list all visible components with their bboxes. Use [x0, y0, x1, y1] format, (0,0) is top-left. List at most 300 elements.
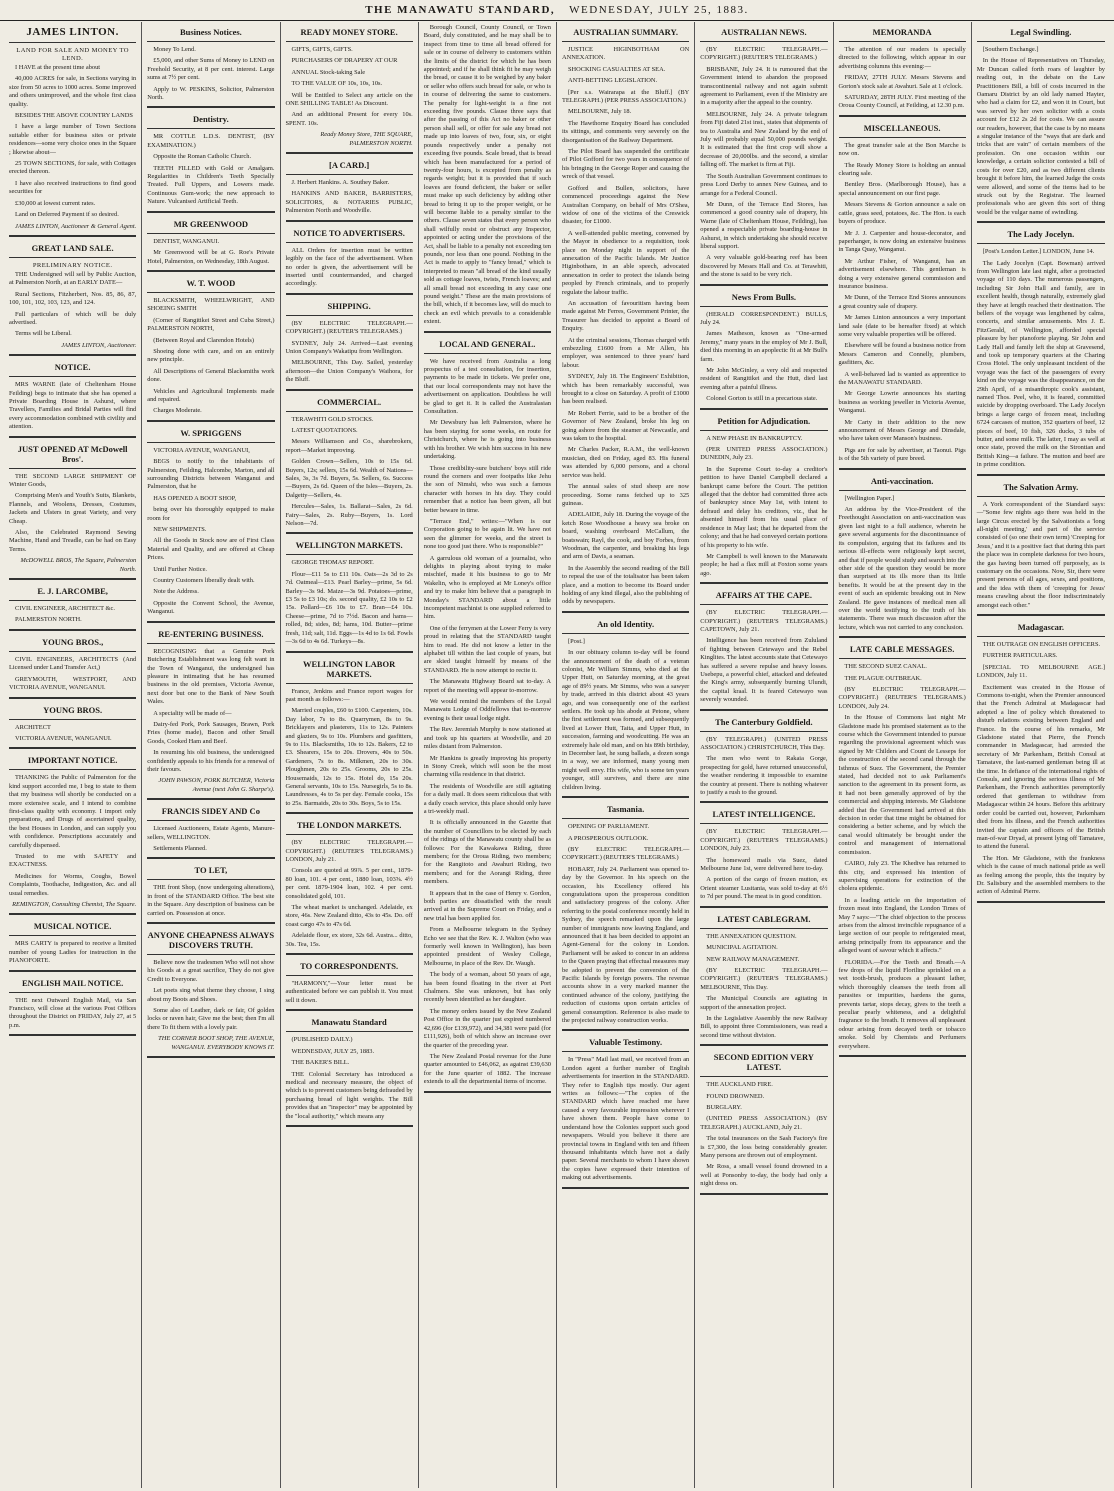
article-paragraph: THE next Outward English Mail, via San Francisco, will close at the various Post Offices throughout the District on FRIDAY, July 27, at 5 p.m.	[9, 996, 137, 1029]
article-block	[147, 428, 274, 623]
article-separator	[286, 651, 413, 653]
headline-rule	[700, 731, 827, 732]
article-paragraph: TERAWHITI GOLD STOCKS.	[291, 415, 374, 423]
article-paragraph: BEGS to notify to the inhabitants of Palmerston, Feilding, Halcombe, Marton, and all surrounding Districts between Wanganui and Palmerston, that he	[147, 458, 275, 491]
article-paragraph: Believe now the tradesmen Who will not show his Goods at a great sacrifice, They do not give Credit to Everyone.	[147, 959, 275, 983]
article-paragraph: CIVIL ENGINEERS, ARCHITECTS (And Licensed under Land Transfer Act,)	[9, 655, 137, 672]
article-paragraph: Mr Carty in their addition to the new announcement of Messrs George and Dinsdale, who have taken over Manson's business.	[838, 418, 966, 443]
headline-rule	[147, 41, 274, 42]
article-paragraph: TO THE VALUE OF 10s, 10s, 10s.	[291, 80, 383, 88]
article-paragraph: JUSTICE HIGINBOTHAM ON ANNEXATION.	[562, 46, 690, 62]
headline-rule	[286, 975, 413, 976]
column-8	[972, 22, 1110, 1488]
article-paragraph: HOBART, July 24. Parliament was opened to-day by the Governor. In his speech on the occasion, his Excellency offered his congratulations upon the prosperous condition and satisfactory progress of the colony. After referring to the postal conference recently held in Sydney, the speech remarked upon the large number of immigrants now leaving England, and announced that it has been decided to appoint an Agent-General for the colony in London. Parliament will be asked to concur in an address to the Queen praying that effectual measures may be adopted to prevent the conversion of the Pacific Islands by foreign powers. The revenue accounts show in a very marked manner the continued advance of the colony, justifying the reduction of customs upon certain articles of general consumption. Reference is also made to the projected railway construction works.	[562, 865, 690, 1025]
article-block	[286, 27, 413, 154]
article-headline: Madagascar.	[1017, 621, 1064, 632]
article-paragraph: BRISBANE, July 24. It is rumoured that the Government intend to abandon the proposed transcontinental railway and not again submit agreement to Parliament, even if the Ministry are in a majority after the appeal to the country.	[700, 65, 828, 107]
article-paragraph: Medicines for Worms, Coughs, Bowel Complaints, Toothache, Indigestion, &c. and all usual remedies.	[9, 872, 137, 897]
article-paragraph: James Matheson, known as "One-armed Jeremy," many years in the employ of Mr J. Bull, died this morning in an apoplectic fit at Mr Bull's farm.	[700, 330, 828, 363]
article-paragraph: (BY ELECTRIC TELEGRAPH.—COPYRIGHT.) (REUTER'S TELEGRAMS.) LONDON, July 21.	[285, 839, 413, 863]
article-separator	[977, 614, 1105, 616]
headline-rule	[562, 41, 689, 42]
article-paragraph: It is officially announced in the Gazette that the number of Councillors to be elected by each of the ridings of the Manawatu county shall be as follows: For the Kawakawa Riding, three members; for the Oroua Riding, two members; for the Rangitoto and Awahuri Riding, two members; and for the Aorangi Riding, three members.	[423, 819, 551, 886]
article-headline: LATE CABLE MESSAGES.	[849, 644, 955, 655]
headline-rule	[286, 683, 413, 684]
article-paragraph: In our obituary column to-day will be found the announcement of the death of a veteran colonist, Mr William Simms, who died at the Upper Hutt, on Saturday morning, at the great age of 89½ years. Mr Simms, who was a sawyer by trade, arrived in this district about 43 years ago, and was consequently one of the earliest settlers. He took up his abode at Petone, where the first settlement was formed, and subsequently lived at Lower Hutt, Taita, and Upper Hutt, in succession, farming and woodcutting. He was an extremely hale old man, and on his 89th birthday, in December last, he sung ballads, a dozen songs in a way, we are informed, many young men might well envy. His wife, who is some ten years younger, still survives, and there are nine children living.	[562, 649, 690, 791]
article-paragraph: A very valuable gold-bearing reef has been discovered by Messrs Hall and Co. at Terawhiti, and the stone is said to be very rich.	[700, 254, 828, 279]
article-block	[286, 397, 413, 535]
headline-rule	[286, 174, 413, 175]
article-paragraph: Adelaide flour, ex store, 32s 6d. Austra... ditto, 30s. Tea, 15s.	[285, 932, 413, 948]
article-paragraph: I HAVE at the present time about	[15, 64, 101, 71]
article-paragraph: Also, the Celebrated Raymond Sewing Machine, Hand and Treadle, can be had on Easy Terms.	[9, 529, 137, 553]
article-paragraph: All the Goods in Stock now are of First Class Material and Quality, and are offered at Cheap Prices.	[147, 537, 275, 562]
article-paragraph: Intelligence has been received from Zululand of fighting between Cetewayo and the Rebel Kinglites. The latest accounts state that Cetewayo has suffered a severe repulse and heavy losses. Usebepu, a powerful chief, attacked and defeated the King's army, subsequently burning Ulundi, the capital kraal. It is feared Cetewayo was severely wounded.	[700, 637, 828, 704]
headline-rule	[424, 353, 551, 354]
article-paragraph: ADELAIDE, July 18. During the voyage of the ketch Rose Woodhouse a heavy sea broke on board, washing overboard McCallum, the boatswain; Rayl, the cook, and boy Forbes, from Woodman, the carpenter, and breaking his legs and arm of Davis, a seaman.	[562, 511, 690, 561]
article-headline: ENGLISH MAIL NOTICE.	[21, 977, 124, 988]
article-paragraph: Mr Campbell is well known to the Manawatu people; he had a flax mill at Foxton some years ago.	[700, 552, 828, 577]
article-separator	[700, 709, 827, 711]
article-paragraph: Golden Crown—Sellers, 10s to 15s 6d. Buyers, 12s; sellers, 15s 6d. Wealth of Nations—Sales, 3s, 3s 7d. Buyers, 5s. Sellers, 6s. Success—Buyers, 2s 6d. Queen of the Isles—Buyers, 2s. Dalgetty—Sellers, 4s.	[285, 458, 413, 499]
article-headline: FRANCIS SIDEY AND Co	[161, 806, 260, 817]
article-paragraph: GREYMOUTH, WESTPORT, AND VICTORIA AVENUE, WANGANUI.	[9, 675, 137, 692]
article-separator	[839, 636, 966, 638]
article-paragraph: In "Press" Mail last mail, we received from an London agent a further number of English advertisements for insertion in the STANDARD. They refer to English tips mostly. Our agent writes as follows:—"The copies of the STANDARD which have reached me have caused a very favourable impression wherever I have shown them. People have come to understand how the Colonies support such good newspapers. Would you believe it there are provincial towns in England with ten and fifteen thousand inhabitants which have not a daily paper. Several merchants to whom I have shown the copies have expressed their intention of making out advertisements.	[562, 1056, 690, 1182]
article-block	[977, 622, 1105, 903]
headline-rule	[700, 41, 827, 42]
article-paragraph: "Terrace End," writes:—"When is our Corporation going to be again lit. We have not seen the glimmer for weeks, and the street is none too good just there. Who is responsible?"	[423, 517, 551, 551]
article-headline: Legal Swindling.	[1010, 27, 1072, 37]
headline-rule	[286, 315, 413, 316]
article-paragraph: The South Australian Government continues to press Lord Derby to annex New Guinea, and to arrange for a Federal Council.	[700, 172, 828, 197]
article-paragraph: The annual sales of stud sheep are now proceeding. Some rams fetched up to 325 guineas.	[562, 483, 690, 507]
article-separator	[839, 1055, 966, 1057]
headline-rule	[286, 1031, 413, 1032]
article-separator	[562, 1187, 689, 1189]
headline-rule	[562, 633, 689, 634]
headline-rule	[700, 1076, 827, 1077]
article-block	[9, 978, 136, 1037]
article-paragraph: The homeward mails via Suez, dated Melbourne June 1st, were delivered here to-day.	[700, 856, 828, 873]
article-paragraph: THANKING the Public of Palmerston for the kind support accorded me, I beg to state to them that my business will shortly be conducted on a more extensive scale, and I intend to combine first-class quality with economy. I import only preparations, and Drugs of ascertained quality, the best Houses in London, and can supply you with confidence. Prescriptions accurately and carefully dispensed.	[9, 774, 137, 849]
article-paragraph: Consols are quoted at 99⅞. 5 per cent., 1879-80 loan, 101. 4 per cent., 1880 loan, 103⅝. 4½ per cent. 1879-1904 loan, 102. 4 per cent. consolidated gold, 101.	[285, 867, 413, 900]
headline-rule	[9, 651, 136, 652]
article-paragraph: £5,000, and other Sums of Money to LEND on Freehold Security, at 8 per cent. interest. Large sums at 7½ per cent.	[147, 57, 275, 82]
article-separator	[9, 629, 136, 631]
headline-rule	[700, 306, 827, 307]
article-paragraph: The Rev. Jeremiah Murphy is now stationed at and took up his quarters at Woodville, and 20 miles distant from Palmerston.	[423, 726, 551, 751]
article-separator	[286, 532, 413, 534]
article-block	[700, 809, 827, 907]
headline-rule	[286, 242, 413, 243]
article-headline: Petition for Adjudication.	[717, 415, 811, 426]
article-block	[9, 586, 136, 631]
article-paragraph: (BY ELECTRIC TELEGRAPH.—COPYRIGHT.) (REUTER'S TELEGRAMS.) LONDON, July 23.	[700, 828, 828, 853]
article-headline: Valuable Testimony.	[589, 1037, 663, 1048]
article-block	[700, 27, 827, 286]
article-paragraph: Mr J. J. Carpenter and house-decorator, and paperhanger, is now doing an extensive business in Tanga Quay, Wanganui.	[838, 229, 966, 254]
article-paragraph: SYDNEY, July 24. Arrived—Last evening Union Company's Wakatipu from Wellington.	[285, 339, 413, 355]
article-paragraph: Bentley Bros. (Marlborough House), has a special announcement on our first page.	[838, 181, 966, 197]
article-paragraph: Colonel Gorton is still in a precarious state.	[706, 395, 818, 403]
article-separator	[147, 211, 274, 213]
article-separator	[286, 389, 413, 391]
article-paragraph: A well-attended public meeting, convened by the Mayor in obedience to a requisition, took place on Monday night in support of the annexation of the Pacific Islands. Mr Justice Higinbotham, in an able speech, advocated annexation in order to protect the islands being peopled by French criminals, and to properly regulate the labour traffic.	[562, 229, 690, 296]
article-paragraph: THE ANNEXATION QUESTION.	[706, 932, 797, 940]
article-separator	[286, 1009, 413, 1011]
article-paragraph: 40,000 ACRES for sale, in Sections varying in size from 50 acres to 1000 acres. Some improved and others unimproved, and the whole first class quality.	[9, 75, 137, 108]
article-headline: AFFAIRS AT THE CAPE.	[715, 590, 812, 601]
article-paragraph: I have a large number of Town Sections suitable either for business sites or private residences—some very choice ones in the Square ; likewise about—	[9, 123, 137, 156]
article-block	[9, 362, 136, 437]
article-headline: E. J. LARCOMBE,	[37, 586, 108, 597]
article-block	[147, 219, 274, 272]
article-separator	[9, 747, 136, 749]
article-paragraph: MUNICIPAL AGITATION.	[706, 944, 778, 952]
article-separator	[147, 270, 274, 272]
article-paragraph: A NEW PHASE IN BANKRUPTCY.	[706, 434, 803, 442]
article-headline: W. SPRIGGENS	[180, 427, 242, 438]
headline-rule	[977, 243, 1105, 244]
article-paragraph: ARCHITECT	[15, 723, 51, 731]
article-paragraph: NEW RAILWAY MANAGEMENT.	[706, 955, 800, 963]
article-paragraph: Mr Arthur Fisher, of Wanganui, has an advertisement elsewhere. This gentleman is doing a very extensive general commission and insurance business.	[838, 257, 966, 290]
article-paragraph: [Post.]	[568, 637, 585, 645]
article-separator	[9, 436, 136, 438]
article-separator	[9, 970, 136, 972]
article-block	[562, 804, 689, 1031]
article-block	[286, 160, 413, 222]
article-paragraph: We would remind the members of the Loyal Manawatu Lodge of Oddfellows that to-morrow evening is their usual lodge night.	[423, 698, 551, 722]
article-separator	[147, 798, 274, 800]
article-separator	[147, 922, 274, 924]
article-paragraph: In the House of Representatives on Thursday, Mr Duncan called forth roars of laughter by reading out, in the debate on the Law Practitioners Bill, a bill of costs incurred in the Oamaru District by an old lady named Hayter, who had a claim for £2, and won it in Court, but was served by her own solicitor with a costs account for £12 2s 2d for costs. We can assure our readers, however, that the case is by no means a singular instance of the "ways that are dark and tricks that are vain" of certain members of the profession. On one occasion within our knowledge, a certain solicitor contested a bill of costs for over £20, and as two different clients brought it before him, the learned Judge the costs were allowed, and some of the items had to be struck out by the Registrar. The learned professionals who are given this sort of thing would be the vulgar name of swindling.	[976, 57, 1105, 216]
article-paragraph: (HERALD CORRESPONDENT.) BULLS, July 24.	[700, 310, 828, 326]
article-headline: The Lady Jocelyn.	[1007, 229, 1075, 240]
article-separator	[700, 906, 827, 908]
article-block	[700, 292, 827, 410]
article-headline: SHIPPING.	[327, 300, 371, 311]
article-paragraph: A York correspondent of the Standard says:—"Some few nights ago there was held in the large Circus erected by the Salvationists a 'long all-night meeting,' and part of the service consisted of (so one their own term) 'Creeping for Jesus,' and it is a positive fact that during this part the place was in complete darkness for two hours, the gas having been turned off purposely, as is customary on the occasions. Now, Sir, there were present persons of all ages, sexes, and positions, and the idea with them of 'creeping for Jesus' means crawling about the floor indiscriminately amongst each other."	[976, 500, 1105, 609]
article-paragraph: The Ready Money Store is holding an annual clearing sale.	[838, 161, 966, 178]
article-headline: LOCAL AND GENERAL.	[439, 338, 536, 349]
headline-rule	[286, 41, 413, 42]
article-paragraph: The men who went to Rakaia Gorge, prospecting for gold, have returned unsuccessful, the weather rendering it impossible to examine the country at present. There is nothing whatever to justify a rush to the ground.	[700, 755, 828, 797]
article-paragraph: In the Assembly the second reading of the Bill to repeal the use of the totalisator has been taken place, and a motion to become its Board under holding of any kind illegal, also the publishing of odds by newspapers.	[562, 564, 690, 606]
headline-rule	[147, 643, 274, 644]
article-paragraph: SHOCKING CASUALTIES AT SEA.	[568, 65, 666, 73]
article-paragraph: The Hon. Mr Gladstone, with the frankness which is the cause of much national pride as well as feeling among the people, this the inquiry by Dr. Salisbury and the assembled members to the action of Admiral Pierre.	[976, 854, 1105, 896]
article-paragraph: (UNITED PRESS ASSOCIATION.) (BY TELEGRAPH.) AUCKLAND, July 21.	[700, 1115, 828, 1131]
article-paragraph: MELBOURNE, This Day. Sailed, yesterday afternoon—the Union Company's Waihora, for the Bluff.	[285, 359, 413, 384]
article-paragraph: RECOGNISING that a Genuine Pork Butchering Establishment was long felt want in the Town of Wanganui, the undersigned has pleasure in intimating that he has resumed business in the old premises, Victoria Avenue, next door but one to the Bank of New South Wales.	[147, 647, 275, 706]
article-headline: YOUNG BROS.	[43, 704, 103, 715]
article-paragraph: A garrulous old woman of a journalist, who delights in playing about trying to make mischief, made it his business to go to Mr Wakelin, who is employed at Mr Loney's office and try to make him believe that a paragraph in Monday's STANDARD about a little incompetent machinist is one supplied referred to him.	[423, 554, 551, 621]
article-block	[147, 114, 274, 212]
article-subheading: LAND FOR SALE AND MONEY TO LEND.	[16, 47, 129, 62]
article-paragraph: WEDNESDAY, JULY 25, 1883.	[291, 1047, 375, 1055]
headline-rule	[286, 554, 413, 555]
headline-rule	[839, 658, 966, 659]
article-paragraph: CIVIL ENGINEER, ARCHITECT &c.	[15, 605, 115, 613]
article-paragraph: The Pilot Board has suspended the certificate of Pilot Gofford for two years in consequence of his bringing in the George Roper and causing the wreck of that vessel.	[562, 148, 690, 181]
article-paragraph: MRS CARTY is prepared to receive a limited number of young Ladies for instruction in the PIANOFORTE.	[9, 940, 137, 965]
headline-rule	[286, 834, 413, 835]
headline-rule	[9, 600, 136, 601]
article-paragraph: In the Legislative Assembly the new Railway Bill, to appoint three Commissioners, was read a second time without division.	[700, 1014, 828, 1039]
article-paragraph: "HARMONY,"—Your letter must be authenticated before we can publish it. You must sell it down.	[285, 980, 413, 1004]
headline-rule	[9, 769, 136, 770]
article-paragraph: Mr Robert Ferrie, said to be a brother of the Governor of New Zealand, broke his leg on going ashore from the steamer at Newcastle, and was taken to the hospital.	[562, 409, 690, 443]
article-paragraph: ANTI-BETTING LEGISLATION.	[568, 77, 658, 85]
article-paragraph: SYDNEY, July 18. The Engineers' Exhibition, which has been remarkably successful, was brought to a close on Saturday. A profit of £1000 has been realised.	[562, 373, 690, 406]
headline-rule	[9, 257, 136, 258]
article-paragraph: GEORGE THOMAS' REPORT.	[291, 559, 374, 567]
article-paragraph: The money orders issued by the New Zealand Post Office in the quarter just expired numbered 42,696 (for £139,972), and 34,381 were paid (for £111,926), both of which show an increase over the quarter of the preceding year.	[423, 1007, 551, 1049]
article-paragraph: Money To Lend.	[153, 46, 196, 53]
headline-rule	[9, 719, 136, 720]
article-headline: SECOND EDITION VERY LATEST.	[713, 1052, 814, 1073]
article-headline: MISCELLANEOUS.	[863, 122, 941, 133]
article-paragraph: Mr Charles Packer, R.A.M., the well-known musician, died on Friday, aged 83. His funeral was attended by 6,000 persons, and a choral service was held.	[562, 446, 690, 479]
article-paragraph: Gofford and Bullen, solicitors, have commenced proceedings against the New Australian Company, on behalf of Mrs O'Shea, widow of one of the victims of the Creswick disaster, for £1000.	[562, 184, 690, 226]
article-paragraph: All Descriptions of General Blacksmiths work done.	[147, 367, 275, 384]
article-paragraph: The total insurances on the Sash Factory's fire is £7,300, the loss being considerably greater. Many persons are thrown out of employment.	[700, 1135, 828, 1159]
headline-rule	[147, 879, 274, 880]
article-block	[147, 278, 274, 422]
article-separator	[9, 354, 136, 356]
article-headline: MEMORANDA	[872, 27, 932, 37]
article-paragraph: FOUND DROWNED.	[706, 1092, 765, 1100]
article-block	[286, 961, 413, 1011]
article-headline: MR GREENWOOD	[173, 218, 249, 229]
article-headline: LATEST INTELLIGENCE.	[712, 809, 816, 820]
article-paragraph: An address by the Vice-President of the Freethought Association on anti-vaccination was given last night to a full audience, wherein he gave several arguments for the discontinuance of its compulsion, arguing that its failures and its serious ill-effects were religiously kept secret, and that if people would study and search into the other side of the question they would be more than surprised at its ills more than its little benefits. It would be at the present day in the event of such an epidemic breaking out in New Zealand. He gave instances of medical men all over the world testifying to the truth of his statements. There was much discussion after the lecture, which was not carried to any conclusion.	[838, 506, 966, 631]
article-paragraph: THE SECOND SUEZ CANAL.	[844, 663, 927, 671]
article-headline: LATEST CABLEGRAM.	[717, 913, 811, 924]
headline-rule	[700, 430, 827, 431]
column-2	[142, 22, 280, 1488]
article-paragraph: THE BAKER'S BILL.	[291, 1059, 350, 1067]
headline-rule	[700, 823, 827, 824]
article-separator	[562, 611, 689, 613]
article-paragraph: And an additional Present for every 10s. SPENT. 10s.	[285, 111, 413, 127]
article-paragraph: PURCHASERS OF DRAPERY AT OUR	[291, 57, 398, 65]
article-block	[424, 339, 551, 1093]
article-signature: REMINGTON, Consulting Chemist, The Square.	[12, 901, 137, 908]
article-headline: JUST OPENED AT McDowell Bros'.	[17, 443, 128, 464]
article-signature: McDOWELL BROS, The Square, Palmerston North.	[20, 557, 137, 573]
article-paragraph: FRIDAY, 27TH JULY. Messrs Stevens and Gorton's stock sale at Awahuri. Sale at 1 o'clock.	[838, 74, 966, 90]
article-headline: Dentistry.	[193, 114, 229, 125]
article-block	[286, 540, 413, 652]
article-paragraph: MELBOURNE, July 18.	[568, 108, 632, 116]
article-paragraph: THE SECOND LARGE SHIPMENT OF Winter Goods,	[9, 472, 137, 488]
article-block	[286, 1017, 413, 1127]
article-paragraph: In resuming his old business, the undersigned confidently appeals to his friends for a renewal of their favours.	[147, 749, 275, 773]
article-block	[286, 659, 413, 815]
article-paragraph: 25 TOWN SECTIONS, for sale, with Cottages erected thereon.	[9, 160, 137, 176]
article-paragraph: Dairy-fed Pork, Pork Sausages, Brawn, Pork Fries (home made), Bacon and other Small Goods, Cooked Ham and Beef.	[147, 720, 275, 745]
article-headline: An old Identity.	[597, 618, 655, 629]
article-paragraph: [Post's London Letter.] LONDON, June 14.	[982, 248, 1095, 256]
article-signature: JAMES LINTON, Auctioneer & General Agent.	[15, 222, 137, 230]
article-paragraph: NEW SHIPMENTS.	[153, 526, 207, 534]
article-headline: AUSTRALIAN NEWS.	[721, 27, 807, 37]
article-headline: W. T. WOOD	[186, 277, 236, 288]
article-paragraph: BESIDES THE ABOVE COUNTRY LANDS	[15, 112, 133, 120]
article-paragraph: [SPECIAL TO MELBOURNE AGE.] LONDON, July 11.	[976, 663, 1105, 680]
article-block	[147, 27, 274, 108]
masthead	[0, 0, 1114, 21]
headline-rule	[147, 292, 274, 293]
article-headline: TO CORRESPONDENTS.	[300, 961, 399, 972]
article-headline: JAMES LINTON.	[26, 26, 119, 38]
article-paragraph: THE Colonial Secretary has introduced a medical and necessary measure, the object of which is to prevent customers being defrauded by purchasing bread of light weights. The Bill provides that an "inspector" may be appointed by the "local authority," which means any	[285, 1070, 413, 1120]
article-paragraph: Mr Ross, a small vessel found drowned in a well at Ponsonby to-day, the body had only a night dress on.	[700, 1163, 828, 1188]
article-block	[839, 27, 966, 117]
article-subheading: PRELIMINARY NOTICE.	[32, 261, 113, 269]
article-separator	[286, 812, 413, 814]
column-4	[419, 22, 557, 1488]
article-separator	[286, 293, 413, 295]
article-paragraph: Vehicles and Agricultural Implements made and repaired.	[147, 387, 275, 403]
article-separator	[147, 857, 274, 859]
article-paragraph: THE OUTRAGE ON ENGLISH OFFICERS.	[982, 640, 1101, 648]
article-paragraph: LATEST QUOTATIONS.	[291, 426, 358, 434]
article-paragraph: being over his thoroughly equipped to make room for	[147, 506, 275, 522]
article-paragraph: A well-behaved lad is wanted as apprentice to the MANAWATU STANDARD.	[838, 370, 966, 386]
article-block	[977, 482, 1105, 616]
article-paragraph: Hercules—Sales, 1s. Ballarat—Sales, 2s 6d. Fairy—Sales, 2s. Ruby—Buyers, 1s. Lord Nelson—7d.	[285, 503, 413, 528]
article-paragraph: A portion of the cargo of frozen mutton, ex Orient steamer Lusitania, was sold to-day at 6½ to 7d per pound. The meat is in good condition.	[700, 876, 828, 901]
article-signature: Ready Money Store, THE SQUARE, PALMERSTON NORTH.	[320, 131, 413, 147]
article-block	[147, 806, 274, 859]
article-headline: GREAT LAND SALE.	[31, 242, 114, 253]
article-block	[9, 444, 136, 580]
article-paragraph: OPENING OF PARLIAMENT.	[568, 823, 650, 831]
article-paragraph: The attention of our readers is specially directed to the following, which appear in our advertising columns this evening:—	[838, 46, 966, 70]
article-paragraph: The Municipal Councils are agitating in support of the annexation project.	[700, 995, 828, 1011]
article-paragraph: THE AUCKLAND FIRE.	[706, 1081, 773, 1089]
article-paragraph: One of the ferrymen at the Lower Ferry is very proud in relating that the STANDARD taught him to read. He did not know a letter in the alphabet till within the last couple of years, but are skied taught himself by means of the STANDARD. He is now attempt to recite it.	[423, 624, 551, 674]
article-paragraph: (PUBLISHED DAILY.)	[291, 1036, 353, 1044]
article-paragraph: (PER UNITED PRESS ASSOCIATION.) DUNEDIN, July 23.	[700, 446, 828, 462]
columns-container	[4, 22, 1110, 1488]
column-3	[281, 22, 419, 1488]
article-paragraph: DENTIST, WANGANUI.	[153, 237, 220, 245]
article-paragraph: Comprising Men's and Youth's Suits, Blankets, Flannels, and Woolens, Dresses, Costumes, Jackets and Ulsters in great Variety, and very Cheap.	[9, 492, 137, 525]
headline-rule	[286, 411, 413, 412]
headline-rule	[9, 42, 136, 43]
headline-rule	[839, 490, 966, 491]
article-headline: Tasmania.	[607, 804, 645, 815]
article-separator	[9, 913, 136, 915]
article-headline: The Canterbury Goldfield.	[715, 716, 813, 727]
article-block	[977, 229, 1105, 476]
article-separator	[147, 420, 274, 422]
article-block	[839, 644, 966, 1057]
article-paragraph: Mr Greenwood will be at G. Roe's Private Hotel, Palmerston, on Wednesday, 18th August.	[147, 249, 275, 265]
article-headline: Manawatu Standard	[311, 1017, 387, 1028]
article-paragraph: MR COTTLE L.D.S. DENTIST, (BY EXAMINATION.)	[147, 133, 275, 149]
column-6	[695, 22, 833, 1488]
article-paragraph: Mr Dunn, of the Terrace End Stores announces a great country sale of drapery.	[838, 294, 966, 310]
article-paragraph: (BY ELECTRIC TELEGRAPH.—COPYRIGHT.) (REUTER'S TELEGRAMS.)	[562, 845, 690, 862]
article-headline: [A CARD.]	[329, 160, 370, 171]
article-paragraph: Mr James Linton announces a very important land sale (date to be hereafter fixed) at which some very valuable properties will be offered.	[838, 314, 966, 338]
article-separator	[839, 115, 966, 117]
article-paragraph: I have also received instructions to find good securities for	[9, 179, 137, 196]
article-paragraph: Pigs are for sale by advertiser, at Taonui. Pigs is of the 5th variety of pure breed.	[838, 446, 966, 463]
article-paragraph: (Corner of Rangitikei Street and Cuba Street,) PALMERSTON NORTH,	[147, 316, 275, 333]
article-paragraph: J. Herbert Hankins. A. Southey Baker.	[291, 179, 390, 187]
article-signature: THE CORNER BOOT SHOP, THE AVENUE, WANGANUI. EVERYBODY KNOWS IT.	[158, 1035, 275, 1051]
masthead-date: WEDNESDAY, JULY 25, 1883.	[569, 4, 749, 16]
article-paragraph: (BY TELEGRAPH.) (UNITED PRESS ASSOCIATION.) CHRISTCHURCH, This Day.	[700, 735, 828, 751]
article-headline: AUSTRALIAN SUMMARY.	[573, 27, 678, 37]
article-headline: IMPORTANT NOTICE.	[27, 755, 118, 766]
article-paragraph: Mr Hankins is greatly improving his property in Stony Creek, which will soon be the most charming villa residence in that district.	[423, 754, 551, 779]
article-paragraph: GIFTS, GIFTS, GIFTS.	[291, 46, 353, 53]
article-signature: JAMES LINTON, Auctioneer.	[61, 341, 137, 349]
article-separator	[9, 235, 136, 237]
headline-rule	[9, 992, 136, 993]
headline-rule	[562, 1051, 689, 1052]
article-paragraph: Opposite the Roman Catholic Church.	[153, 153, 252, 161]
article-paragraph: Excitement was created in the House of Commons to-night, when the Premier announced that the French Admiral at Madagascar had adopted a line of policy which threatened to disturb relations existing between England and France. In the course of his remarks, Mr Gladstone stated that Pierre, the French commander in Madagascar, had arrested the secretary of Mr Parkenham, British Consul at Tamatave, the last-named gentleman being ill at the time. In defiance of the international rights of Consuls, and ignoring the serious illness of Mr Parkenham, the French authorities peremptorily ordered that gentleman to withdraw from Madagascar within 24 hours. Before this arbitrary order could be carried out, however, Parkenham died from his illness, and the French authorities invited the captain and officers of the British man-of-war Dryad, at present lying off Tamatave, to attend the funeral.	[976, 683, 1105, 851]
article-separator	[147, 621, 274, 623]
article-block	[977, 27, 1105, 223]
article-paragraph: ANNUAL Stock-taking Sale	[291, 68, 366, 76]
article-paragraph: FLORIDA.—For the Teeth and Breath.—A few drops of the liquid Floriline sprinkled on a wet tooth-brush, produces a pleasant lather, which thoroughly cleanses the teeth from all parasites or impurities, hardens the gums, prevents tartar, stops decay, gives to the teeth a peculiar pearly whiteness, and a delightful fragrance to the breath. It removes all unpleasant odour arising from decayed teeth or tobacco smoke. Sold by Chemists and Perfumers everywhere.	[838, 958, 966, 1050]
article-paragraph: [Southern Exchange.]	[982, 46, 1039, 53]
article-paragraph: We have received from Australia a long prospectus of a test consultation, for insertion, payments to be made in tickets. We prefer one, that our local correspondents may not have the advertisement on application. Doubtless he will be glad to get it. It is called the Australasian Consultation.	[423, 357, 551, 416]
article-paragraph: The great transfer sale at the Bon Marche is now on.	[838, 141, 966, 158]
article-separator	[424, 331, 551, 333]
headline-rule	[9, 935, 136, 936]
headline-rule	[977, 636, 1105, 637]
article-signature: JOHN PAWSON, PORK BUTCHER, Victoria Avenue (next John G. Sharpe's).	[158, 777, 275, 793]
article-paragraph: TEETH FILLED with Gold or Amalgam. Regularities in Children's Teeth Specially Treated. Full Uppers, and Lowers made. Continuous Gum-work; the new approach to Nature. Vulcanised Artificial Teeth.	[147, 164, 275, 206]
article-paragraph: THE Undersigned will sell by Public Auction, at Palmerston North, at an EARLY DATE—	[9, 270, 137, 287]
article-paragraph: VICTORIA AVENUE, WANGANUI.	[15, 734, 112, 742]
article-headline: READY MONEY STORE.	[300, 27, 398, 37]
article-block	[286, 301, 413, 391]
article-paragraph: In the House of Commons last night Mr Gladstone made his promised statement as to the course which the Government intended to pursue regarding the provisional agreement which was signed by Mr Childers and Count de Lesseps for the construction of the second canal through the Isthmus of Suez. The Government, the Premier stated, had decided not to ask Parliament's sanction to the agreement in its present form, as it had not been generally approved of by the commercial and shipping interests. Mr Gladstone added that the Government had arrived at this decision in order that time might be obtained for considering a better scheme, and by which the canal would ultimately be brought under the control and management of international commission.	[838, 714, 966, 856]
article-headline: News From Bulls.	[731, 291, 797, 302]
article-paragraph: The Hawthorne Enquiry Board has concluded its sittings, and comments very severely on the disorganisation of the Railway Department.	[562, 119, 690, 144]
article-block	[700, 1052, 827, 1194]
article-headline: RE-ENTERING BUSINESS.	[158, 628, 264, 639]
article-headline: COMMERCIAL.	[317, 396, 382, 407]
article-paragraph: ALL Orders for insertion must be written legibly on the face of the advertisement. When no order is given, the advertisement will be inserted until countermanded, and charged accordingly.	[285, 246, 413, 288]
article-separator	[977, 221, 1105, 223]
article-block	[700, 590, 827, 710]
article-paragraph: Messrs Stevens & Gorton announce a sale on cattle, grass seed, potatoes, &c. The Hon. is each buyers of produce.	[838, 201, 966, 226]
headline-rule	[147, 820, 274, 821]
article-separator	[9, 1034, 136, 1036]
article-separator	[9, 578, 136, 580]
article-headline: The Salvation Army.	[1003, 481, 1079, 492]
article-paragraph: BLACKSMITH, WHEELWRIGHT, AND SHOEING SMITH	[147, 296, 275, 313]
article-paragraph: (Between Royal and Clarendon Hotels)	[153, 336, 255, 344]
article-headline: WELLINGTON LABOR MARKETS.	[303, 658, 396, 679]
article-paragraph: [Wellington Paper.]	[844, 494, 895, 502]
article-paragraph: From a Melbourne telegram in the Sydney Echo we see that the Rev. K. J. Walton (who was formerly well known in Wellington), has been appointed president of Wesley College, Melbourne, in place of the Rev. Dr. Waugh.	[423, 926, 551, 967]
article-block	[700, 914, 827, 1046]
